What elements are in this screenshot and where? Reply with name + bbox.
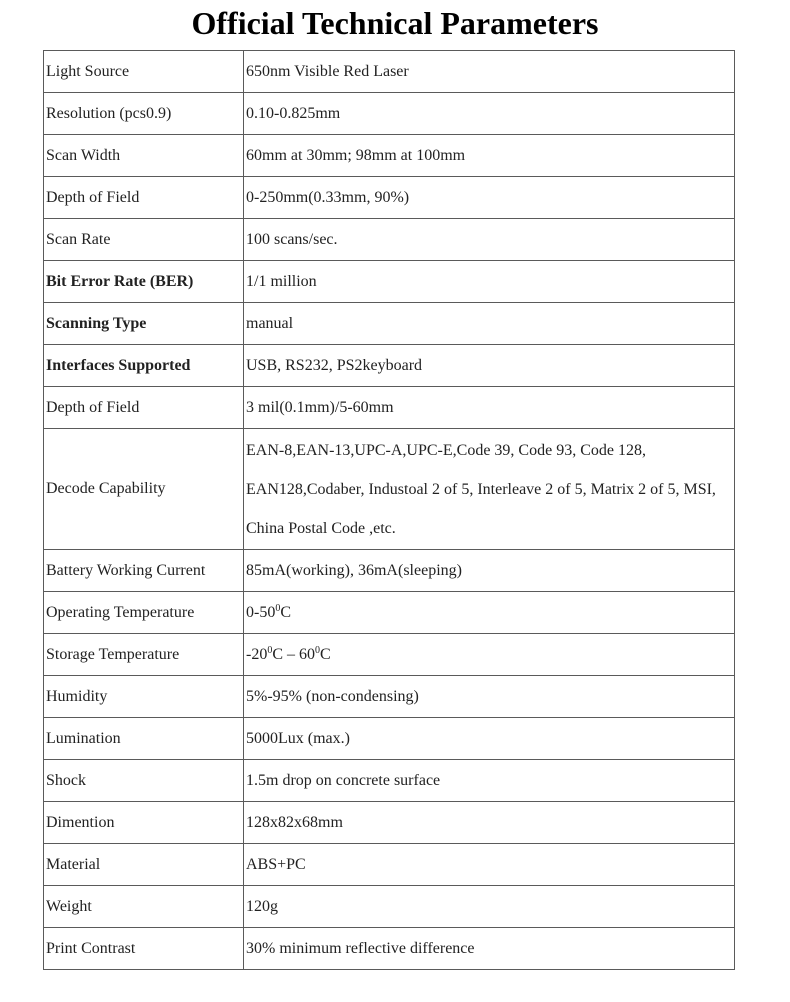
param-value: 100 scans/sec. <box>244 219 735 261</box>
table-row <box>44 550 735 592</box>
param-value: 120g <box>244 886 735 928</box>
param-value: 5000Lux (max.) <box>244 718 735 760</box>
param-value: 30% minimum reflective difference <box>244 928 735 970</box>
value-text: -20 <box>246 645 268 663</box>
param-value: EAN-8,EAN-13,UPC-A,UPC-E,Code 39, Code 93, Code 128, EAN128,Codaber, Industoal 2 of 5, Interleave 2 of 5, Matrix 2 of 5, MSI, China Postal Code ,etc. <box>244 429 735 550</box>
value-text: C <box>320 645 331 663</box>
param-value: 60mm at 30mm; 98mm at 100mm <box>244 135 735 177</box>
param-label: Resolution (pcs0.9) <box>44 93 244 135</box>
table-row <box>44 592 735 634</box>
param-value: 0-250mm(0.33mm, 90%) <box>244 177 735 219</box>
param-label: Battery Working Current <box>44 550 244 592</box>
param-label: Decode Capability <box>44 429 244 550</box>
param-value: 1/1 million <box>244 261 735 303</box>
value-text: C – 60 <box>272 645 315 663</box>
param-label: Scan Width <box>44 135 244 177</box>
table-row <box>44 387 735 429</box>
table-row <box>44 844 735 886</box>
table-row <box>44 676 735 718</box>
param-label: Depth of Field <box>44 387 244 429</box>
table-row <box>44 634 735 676</box>
value-text: C <box>280 603 291 621</box>
param-value: 85mA(working), 36mA(sleeping) <box>244 550 735 592</box>
table-row <box>44 51 735 93</box>
param-value: ABS+PC <box>244 844 735 886</box>
param-label: Light Source <box>44 51 244 93</box>
table-row <box>44 261 735 303</box>
table-row <box>44 886 735 928</box>
param-label: Scanning Type <box>44 303 244 345</box>
degree-superscript: 0 <box>267 644 273 656</box>
table-row <box>44 345 735 387</box>
table-row <box>44 135 735 177</box>
value-text: 0-50 <box>246 603 276 621</box>
parameters-table <box>43 50 735 970</box>
param-label: Interfaces Supported <box>44 345 244 387</box>
table-row <box>44 93 735 135</box>
degree-superscript: 0 <box>275 602 281 614</box>
param-value: 1.5m drop on concrete surface <box>244 760 735 802</box>
param-label: Print Contrast <box>44 928 244 970</box>
param-label: Dimention <box>44 802 244 844</box>
param-label: Storage Temperature <box>44 634 244 676</box>
page-title: Official Technical Parameters <box>191 5 599 41</box>
param-value: USB, RS232, PS2keyboard <box>244 345 735 387</box>
param-label: Bit Error Rate (BER) <box>44 261 244 303</box>
table-row <box>44 760 735 802</box>
param-label: Depth of Field <box>44 177 244 219</box>
degree-superscript: 0 <box>315 644 320 656</box>
param-value: manual <box>244 303 735 345</box>
table-row <box>44 303 735 345</box>
param-label: Lumination <box>44 718 244 760</box>
param-value: 650nm Visible Red Laser <box>244 51 735 93</box>
param-value <box>244 634 735 676</box>
param-value: 128x82x68mm <box>244 802 735 844</box>
param-label: Material <box>44 844 244 886</box>
table-row <box>44 429 735 550</box>
table-row <box>44 718 735 760</box>
param-label: Shock <box>44 760 244 802</box>
param-label: Operating Temperature <box>44 592 244 634</box>
param-label: Weight <box>44 886 244 928</box>
param-value: 3 mil(0.1mm)/5-60mm <box>244 387 735 429</box>
table-row <box>44 928 735 970</box>
param-value: 5%-95% (non-condensing) <box>244 676 735 718</box>
param-value: 0.10-0.825mm <box>244 93 735 135</box>
table-row <box>44 802 735 844</box>
param-label: Humidity <box>44 676 244 718</box>
param-value <box>244 592 735 634</box>
table-row <box>44 177 735 219</box>
param-label: Scan Rate <box>44 219 244 261</box>
table-row <box>44 219 735 261</box>
